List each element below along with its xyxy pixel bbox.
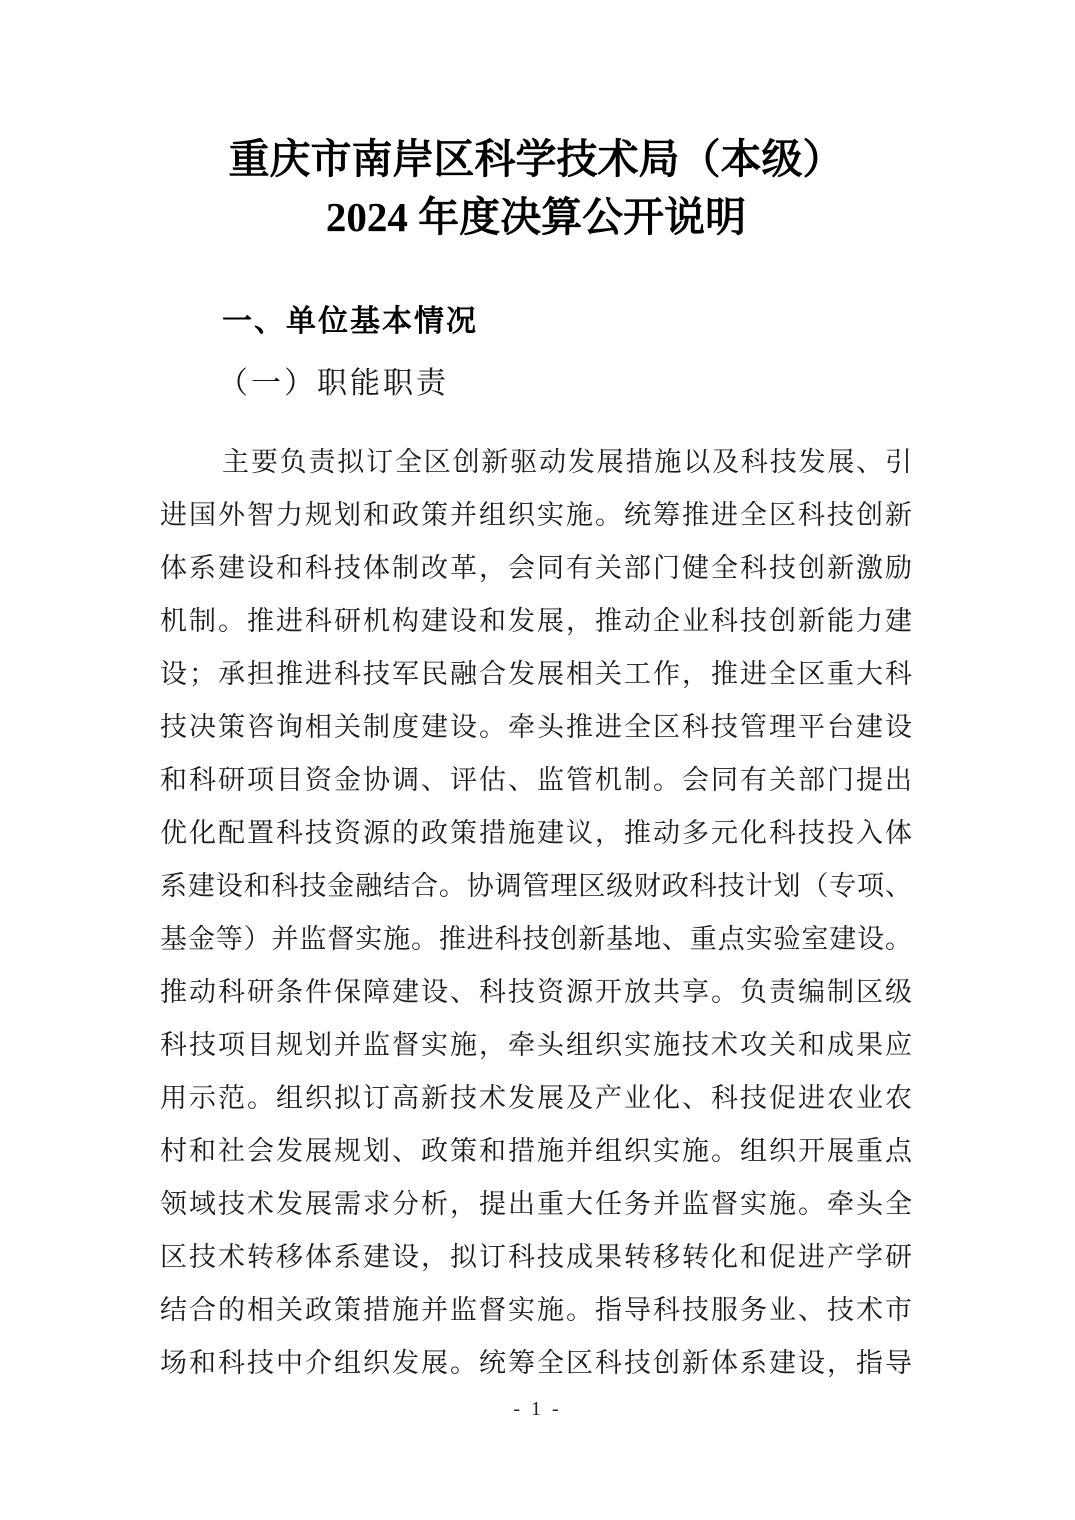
- document-title: [160, 130, 912, 246]
- page-number: - 1 -: [513, 1398, 562, 1420]
- body-line: 区技术转移体系建设，拟订科技成果转移转化和促进产学研: [160, 1242, 912, 1272]
- body-line: 主要负责拟订全区创新驱动发展措施以及科技发展、引: [222, 447, 912, 477]
- body-line: 场和科技中介组织发展。统筹全区科技创新体系建设，指导: [160, 1348, 912, 1378]
- body-line: 进国外智力规划和政策并组织实施。统筹推进全区科技创新: [160, 500, 912, 530]
- body-line: 优化配置科技资源的政策措施建议，推动多元化科技投入体: [160, 818, 912, 848]
- body-line: 机制。推进科研机构建设和发展，推动企业科技创新能力建: [160, 606, 912, 636]
- body-line: 用示范。组织拟订高新技术发展及产业化、科技促进农业农: [160, 1083, 912, 1113]
- body-line: 推动科研条件保障建设、科技资源开放共享。负责编制区级: [160, 977, 912, 1007]
- subsection-heading-duties: （一）职能职责: [218, 367, 449, 400]
- body-line: 体系建设和科技体制改革，会同有关部门健全科技创新激励: [160, 553, 912, 583]
- section-heading-basic-info: 一、单位基本情况: [222, 305, 478, 338]
- body-paragraph: [160, 436, 912, 1390]
- body-line: 科技项目规划并监督实施，牵头组织实施技术攻关和成果应: [160, 1030, 912, 1060]
- document-title-line2: 2024 年度决算公开说明: [325, 194, 747, 240]
- body-line: 结合的相关政策措施并监督实施。指导科技服务业、技术市: [160, 1295, 912, 1325]
- body-line: 领域技术发展需求分析，提出重大任务并监督实施。牵头全: [160, 1189, 912, 1219]
- body-line: 基金等）并监督实施。推进科技创新基地、重点实验室建设。: [160, 924, 912, 954]
- body-line: 村和社会发展规划、政策和措施并组织实施。组织开展重点: [160, 1136, 912, 1166]
- body-line: 系建设和科技金融结合。协调管理区级财政科技计划（专项、: [160, 871, 912, 901]
- document-title-line1: 重庆市南岸区科学技术局（本级）: [228, 136, 844, 182]
- body-line: 和科研项目资金协调、评估、监管机制。会同有关部门提出: [160, 765, 912, 795]
- body-line: 技决策咨询相关制度建设。牵头推进全区科技管理平台建设: [160, 712, 912, 742]
- body-line: 设；承担推进科技军民融合发展相关工作，推进全区重大科: [160, 659, 912, 689]
